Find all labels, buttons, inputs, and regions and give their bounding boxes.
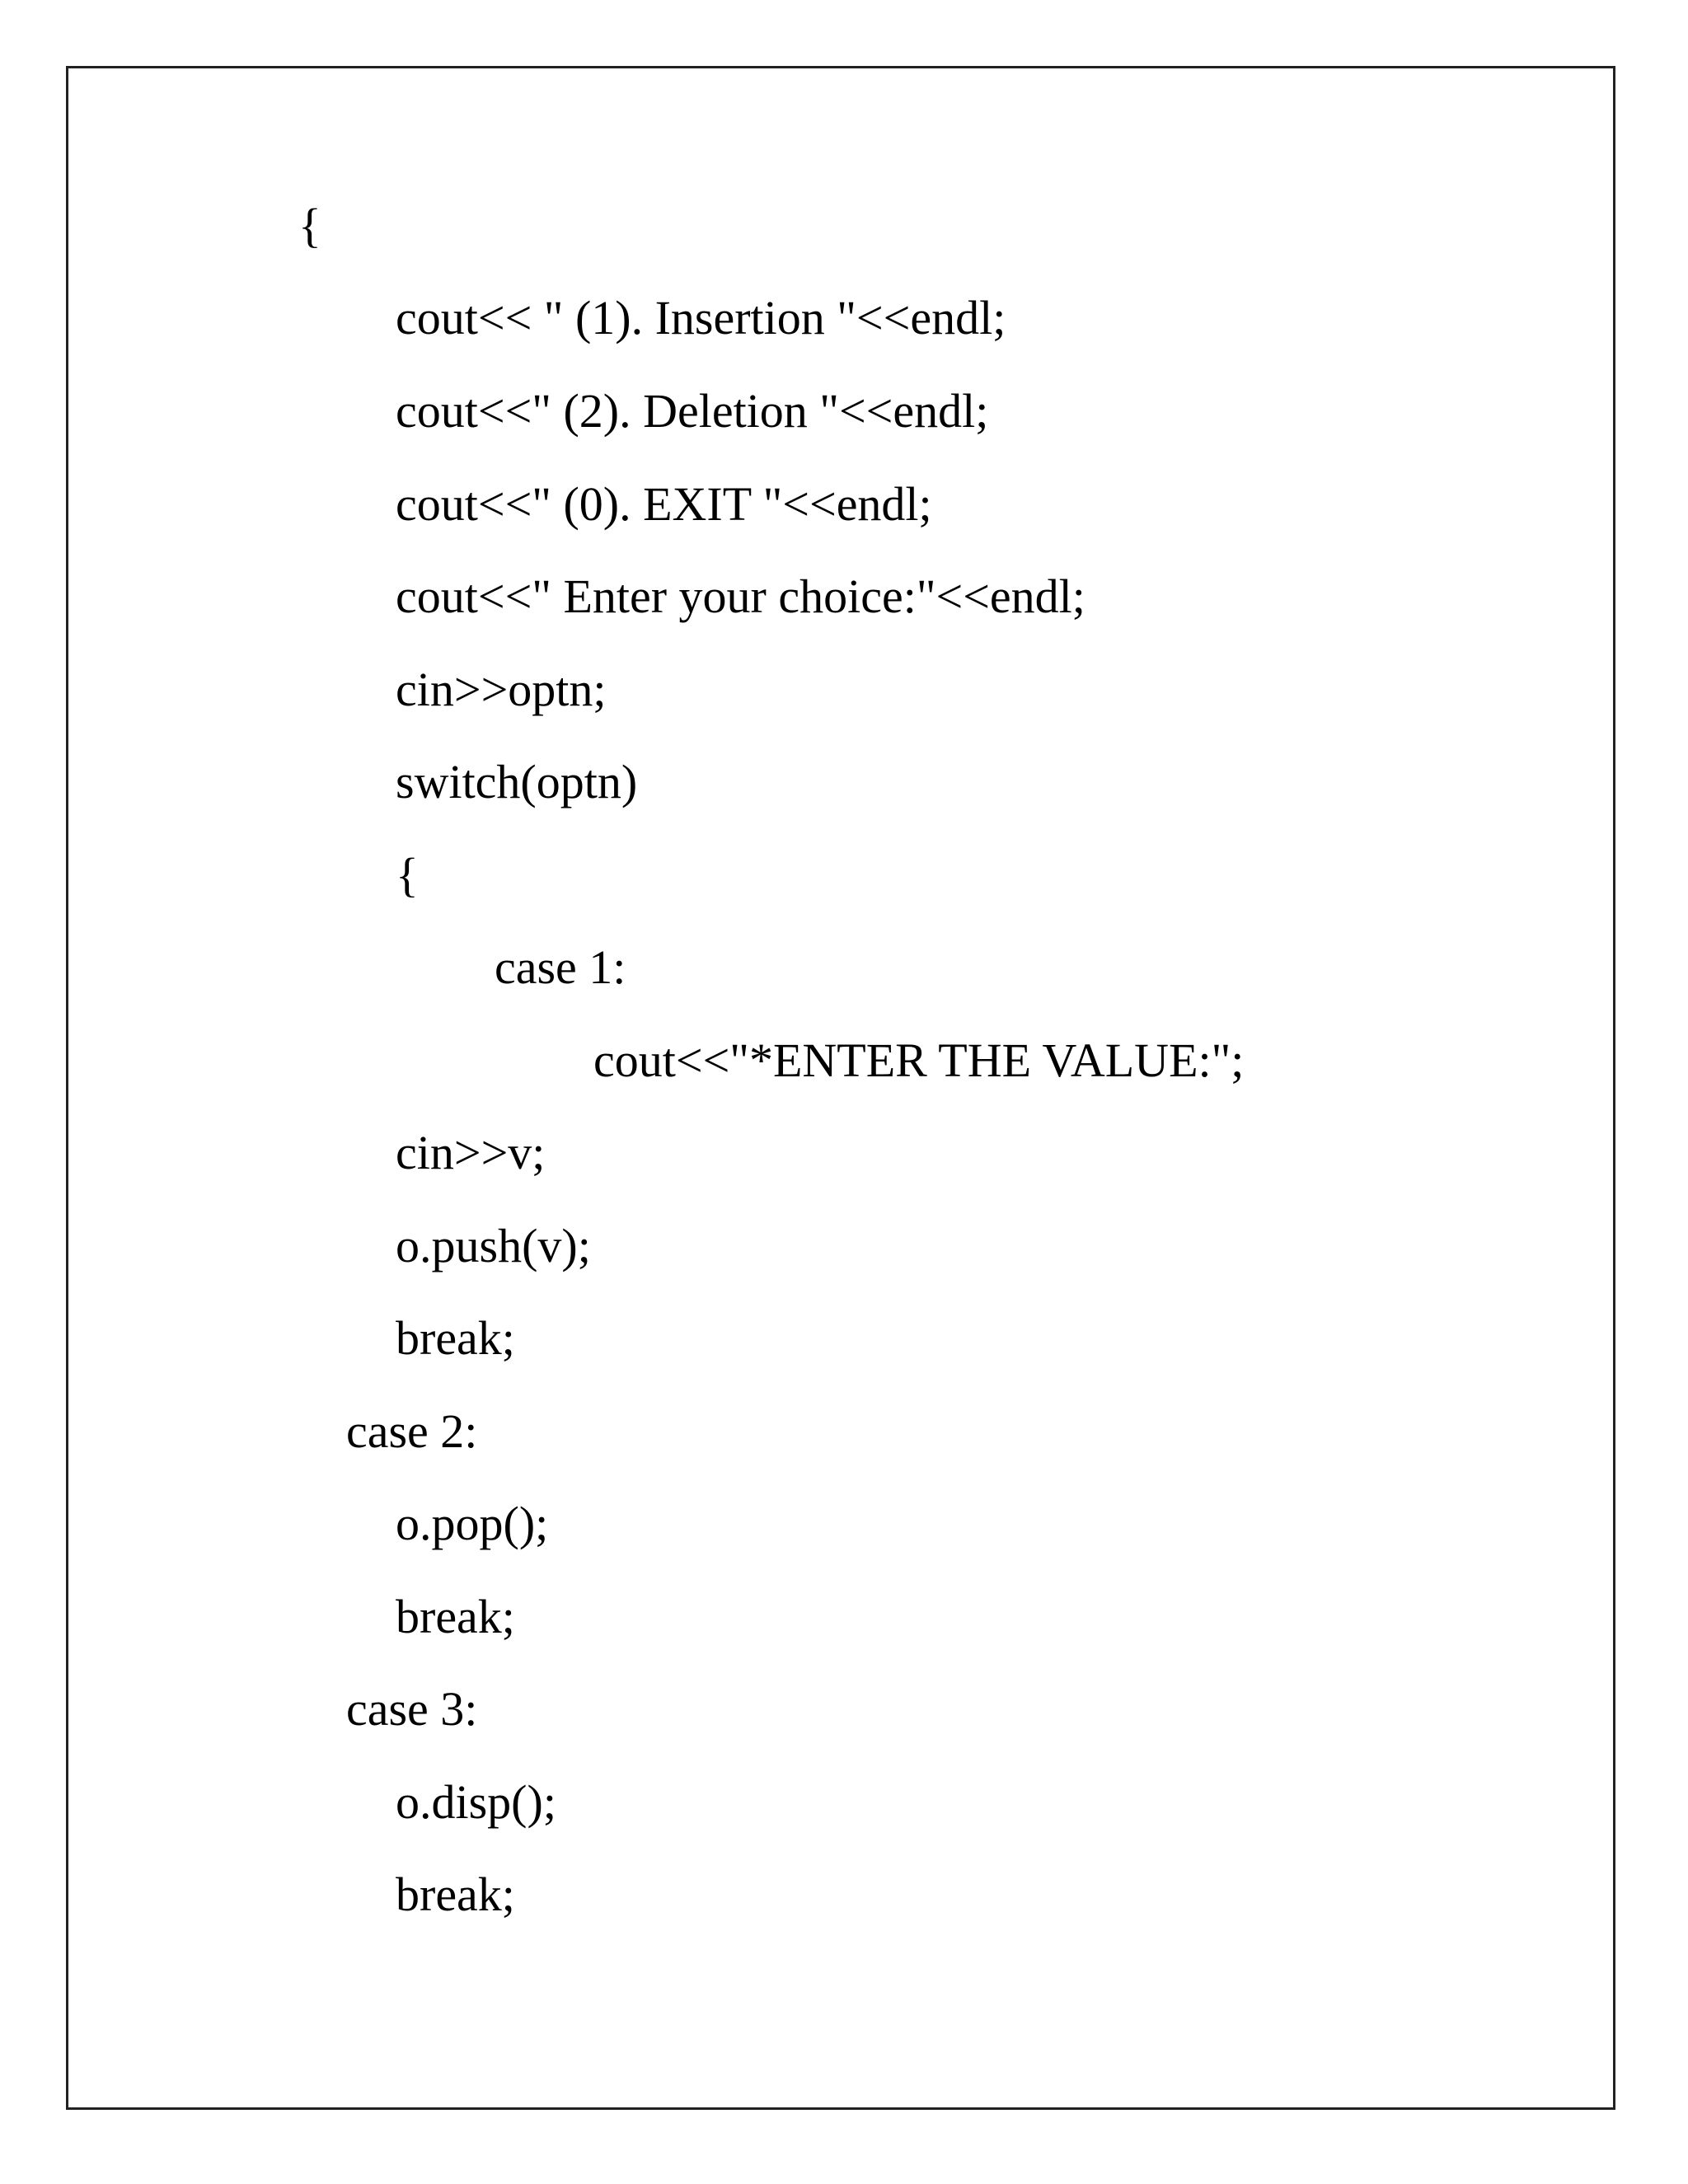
- code-line-break-3: break;: [396, 1868, 515, 1921]
- code-line-break-1: break;: [396, 1311, 515, 1365]
- code-line-pop: o.pop();: [396, 1497, 549, 1550]
- code-line-cin-optn: cin>>optn;: [396, 663, 607, 716]
- code-line-choice-prompt: cout<<" Enter your choice:"<<endl;: [396, 569, 1085, 623]
- code-line-case-3: case 3:: [346, 1682, 478, 1736]
- code-line-deletion: cout<<" (2). Deletion "<<endl;: [396, 384, 989, 438]
- code-line-switch: switch(optn): [396, 755, 638, 808]
- code-line-break-2: break;: [396, 1590, 515, 1643]
- code-line-case-1: case 1:: [495, 940, 626, 994]
- code-line-cin-v: cin>>v;: [396, 1126, 546, 1179]
- code-line-enter-value: cout<<"*ENTER THE VALUE:";: [593, 1033, 1245, 1087]
- page-frame: [66, 66, 1615, 2110]
- code-line-open-brace: {: [298, 199, 321, 252]
- code-line-exit: cout<<" (0). EXIT "<<endl;: [396, 477, 932, 531]
- code-line-switch-brace: {: [396, 848, 419, 902]
- code-line-case-2: case 2:: [346, 1404, 478, 1458]
- code-line-insertion: cout<< " (1). Insertion "<<endl;: [396, 291, 1006, 344]
- code-line-disp: o.disp();: [396, 1775, 556, 1829]
- code-line-push: o.push(v);: [396, 1219, 591, 1272]
